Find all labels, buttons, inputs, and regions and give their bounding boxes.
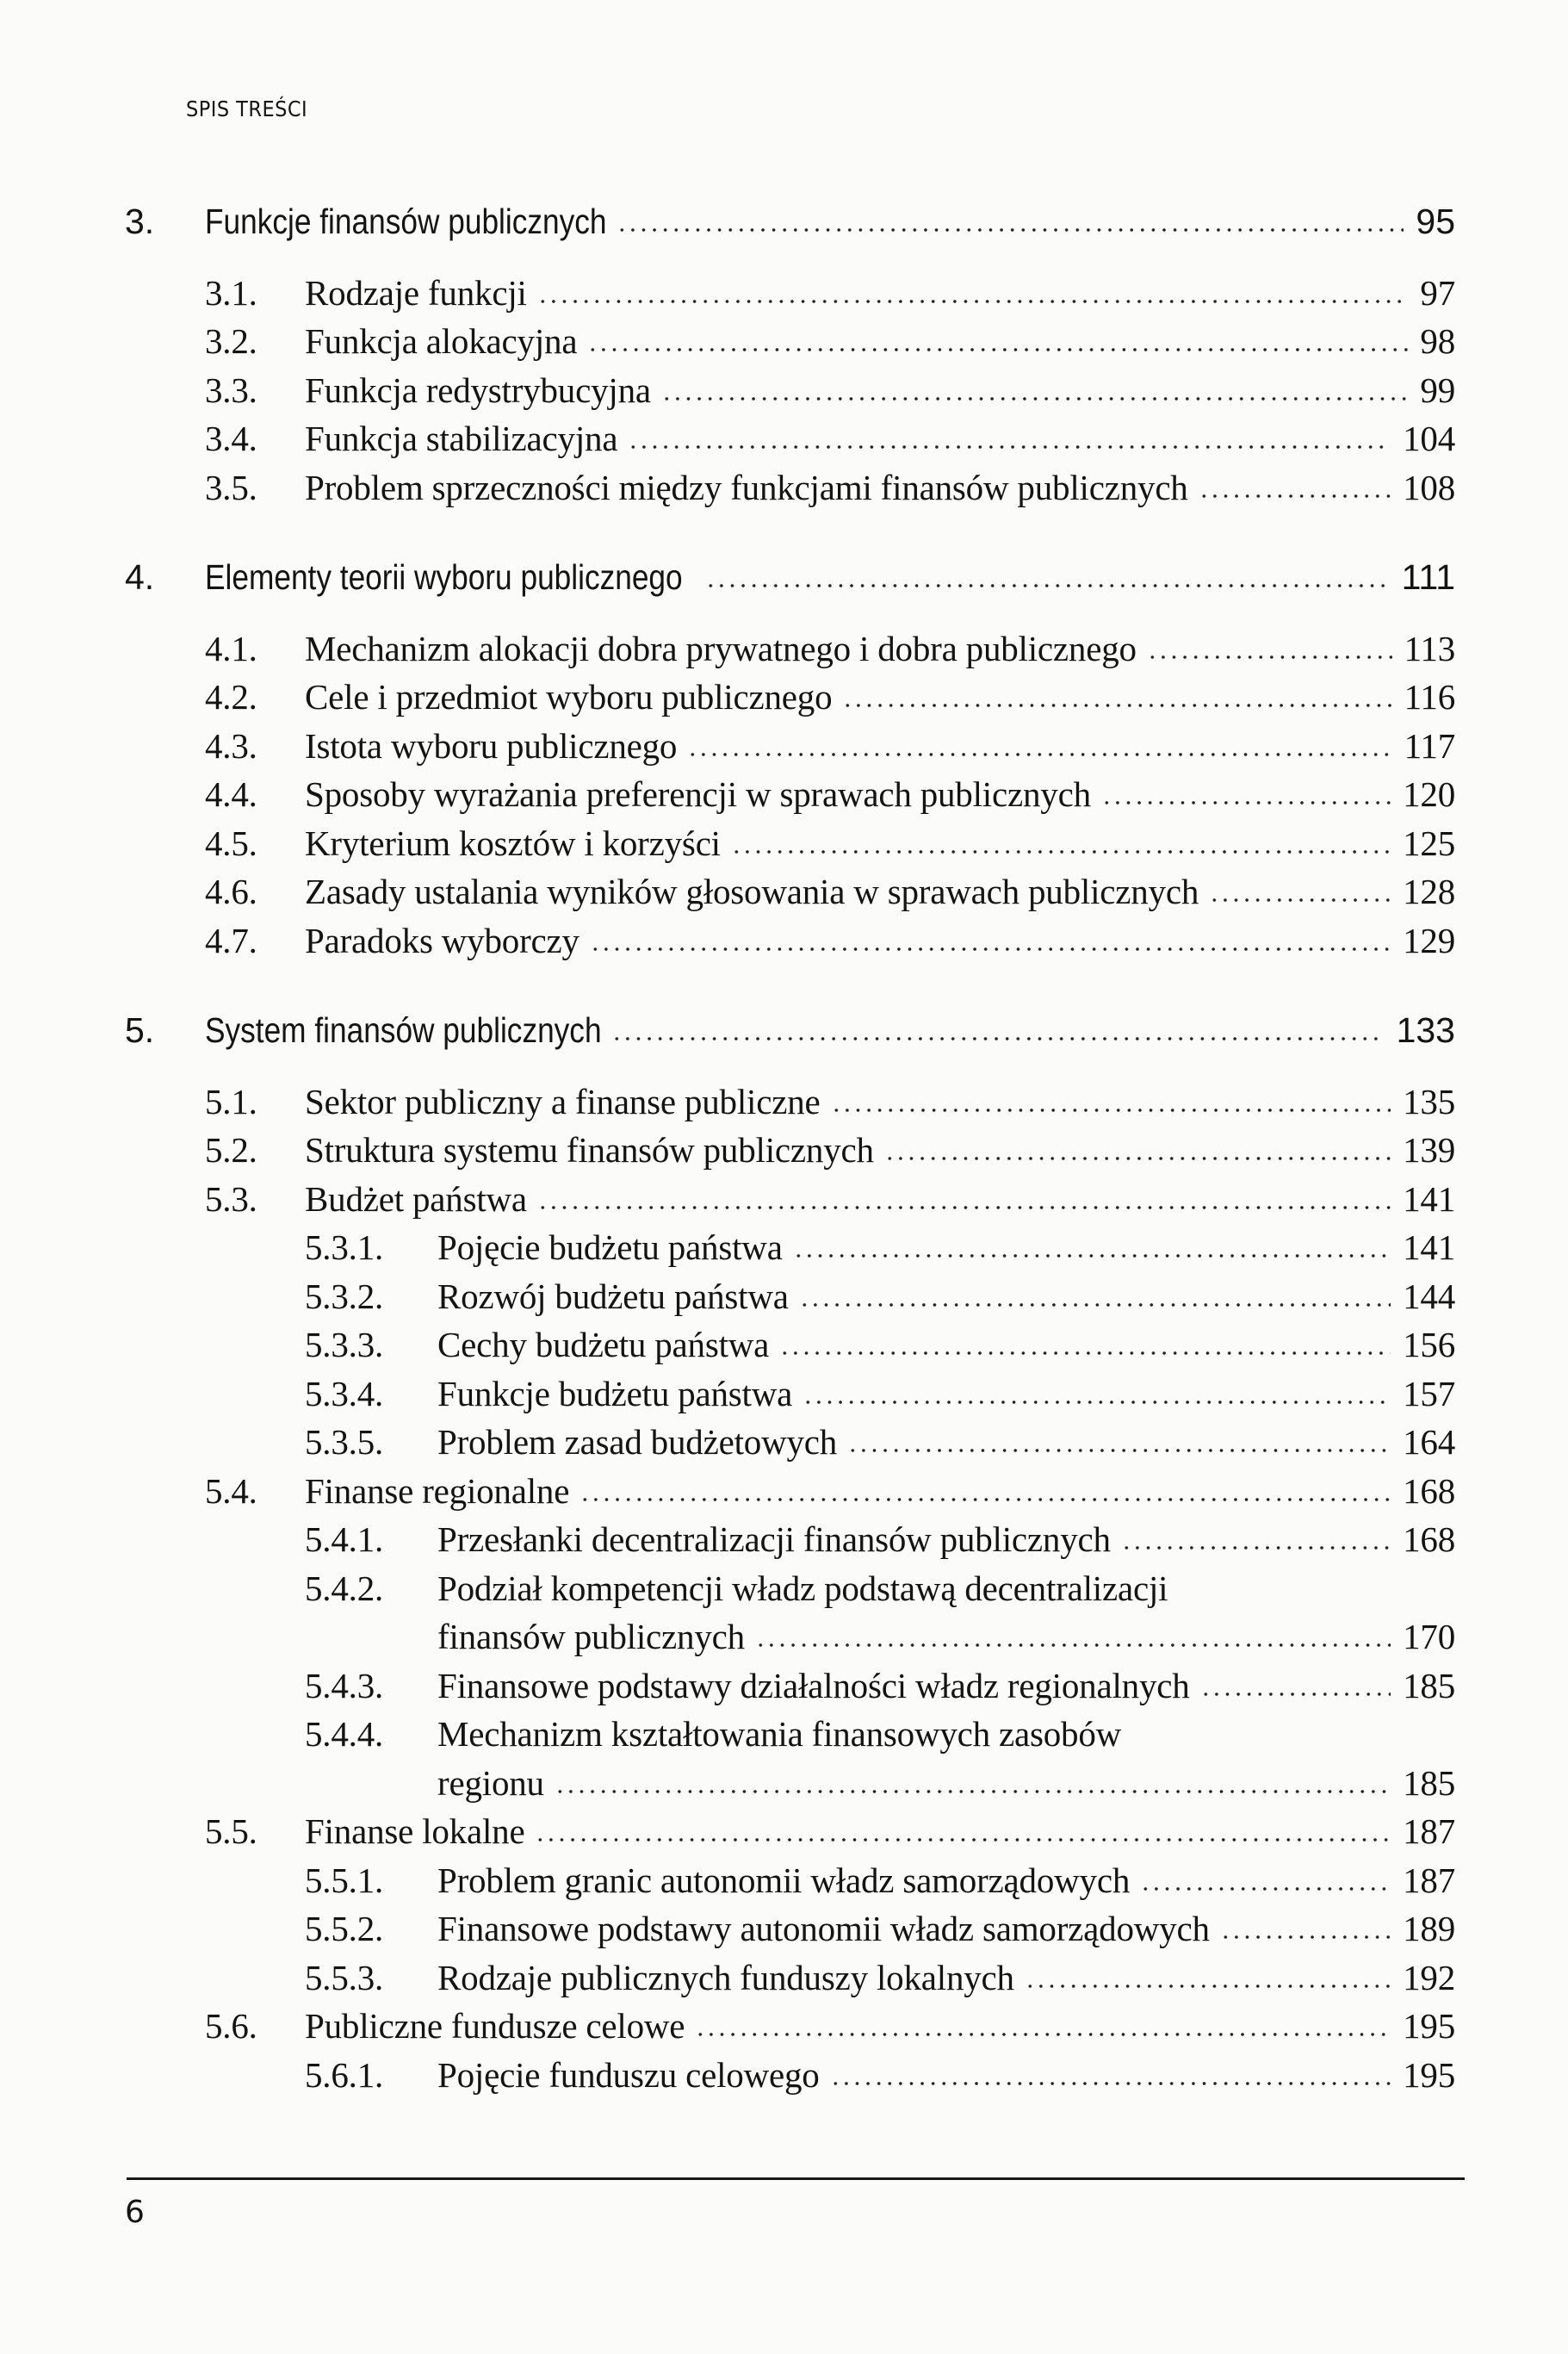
entry-number: 5.6.1.: [305, 2054, 384, 2095]
table-of-contents: [0, 197, 1568, 2099]
dot-leader: [579, 1497, 1391, 1502]
entry-page: 185: [1403, 1665, 1455, 1705]
entry-title-line: [305, 1129, 1455, 1171]
entry-number: 3.2.: [205, 321, 257, 362]
entry-number: 5.3.3.: [305, 1325, 384, 1365]
entry-number: 5.5.2.: [305, 1909, 384, 1949]
entry-page: 164: [1403, 1422, 1455, 1463]
toc-entry: [0, 1467, 1568, 1516]
dot-leader: [537, 1205, 1391, 1210]
entry-title-line: [437, 1957, 1455, 1998]
entry-page: 141: [1403, 1178, 1455, 1219]
entry-page: 157: [1403, 1373, 1455, 1413]
entry-title-line: [437, 1421, 1455, 1463]
entry-page: 104: [1403, 419, 1455, 459]
entry-number: 3.: [125, 201, 155, 241]
entry-number: 5.3.5.: [305, 1422, 384, 1463]
entry-title: Sektor publiczny a finanse publiczne: [305, 1081, 821, 1121]
entry-number: 4.1.: [205, 628, 257, 668]
entry-page: 125: [1403, 823, 1455, 863]
toc-entry: [0, 317, 1568, 366]
entry-title: Przesłanki decentralizacji finansów publicznych: [437, 1519, 1111, 1560]
entry-page: 170: [1403, 1617, 1455, 1657]
entry-title: Funkcja stabilizacyjna: [305, 419, 618, 459]
entry-page: 99: [1420, 370, 1455, 410]
entry-title-line: [437, 1276, 1455, 1317]
entry-title: Rozwój budżetu państwa: [437, 1276, 789, 1316]
entry-page: 135: [1403, 1081, 1455, 1121]
entry-number: 3.1.: [205, 272, 257, 313]
dot-leader: [1101, 800, 1391, 805]
entry-page: 189: [1403, 1909, 1455, 1949]
entry-number: 5.3.1.: [305, 1227, 384, 1268]
dot-leader: [555, 1789, 1391, 1794]
entry-title: Funkcje budżetu państwa: [437, 1373, 793, 1413]
entry-title: Funkcja redystrybucyjna: [305, 370, 651, 410]
entry-title: Paradoks wyborczy: [305, 920, 579, 960]
toc-entry: [0, 673, 1568, 722]
dot-leader: [799, 1302, 1391, 1307]
entry-page: 139: [1403, 1130, 1455, 1171]
entry-title: Problem zasad budżetowych: [437, 1422, 838, 1463]
entry-page: 120: [1403, 774, 1455, 815]
dot-leader: [842, 703, 1391, 708]
entry-page: 168: [1403, 1519, 1455, 1560]
running-head: SPIS TREŚCI: [186, 96, 308, 121]
entry-title: Problem sprzeczności między funkcjami finansów publicznych: [305, 467, 1188, 507]
entry-title-line: [437, 1373, 1455, 1414]
entry-title-line: [305, 1811, 1455, 1852]
entry-title-line: [305, 773, 1455, 815]
entry-title-line: [437, 1860, 1455, 1901]
entry-title-line: [205, 557, 1455, 598]
toc-entry: [0, 867, 1568, 916]
footer-rule: [127, 2177, 1465, 2180]
entry-title: Cechy budżetu państwa: [437, 1325, 770, 1365]
dot-leader: [587, 347, 1408, 352]
toc-entry: [0, 722, 1568, 771]
dot-leader: [830, 2081, 1391, 2086]
dot-leader: [793, 1253, 1391, 1258]
entry-number: 4.2.: [205, 677, 257, 717]
dot-leader: [755, 1643, 1391, 1648]
toc-entry: [0, 2051, 1568, 2100]
entry-title: Struktura systemu finansów publicznych: [305, 1130, 874, 1171]
entry-number: 4.4.: [205, 774, 257, 815]
toc-entry: [0, 1710, 1568, 1759]
dot-leader: [1121, 1545, 1391, 1550]
entry-title: Mechanizm kształtowania finansowych zasobów: [437, 1714, 1122, 1755]
toc-entry: [0, 2002, 1568, 2051]
entry-number: 3.4.: [205, 419, 257, 459]
dot-leader: [1209, 898, 1391, 903]
toc-entry: [0, 1370, 1568, 1419]
dot-leader: [695, 2032, 1391, 2037]
entry-title-line: [305, 676, 1455, 717]
toc-entry: [0, 1078, 1568, 1127]
entry-title: System finansów publicznych: [205, 1009, 602, 1050]
entry-number: 4.3.: [205, 725, 257, 766]
entry-title: Rodzaje publicznych funduszy lokalnych: [437, 1957, 1014, 1997]
dot-leader: [661, 396, 1409, 401]
dot-leader: [779, 1351, 1391, 1356]
dot-leader: [831, 1108, 1391, 1113]
toc-entry: [0, 1904, 1568, 1953]
entry-page: 95: [1416, 201, 1455, 241]
dot-leader: [884, 1156, 1391, 1161]
entry-title-line: [305, 871, 1455, 912]
toc-chapter: [0, 553, 1568, 602]
entry-page: 195: [1403, 2054, 1455, 2095]
entry-title: Pojęcie funduszu celowego: [437, 2054, 820, 2095]
entry-title-line: [305, 628, 1455, 669]
entry-title-line: [305, 370, 1455, 411]
toc-entry: [0, 1807, 1568, 1856]
toc-entry: [0, 269, 1568, 318]
entry-number: 4.7.: [205, 920, 257, 960]
entry-page: 116: [1404, 677, 1455, 717]
entry-title-line: [305, 725, 1455, 767]
entry-number: 3.5.: [205, 467, 257, 507]
entry-title-line: [437, 1568, 1455, 1609]
entry-title: Cele i przedmiot wyboru publicznego: [305, 677, 833, 717]
entry-title-line: [437, 1616, 1455, 1657]
entry-title-continuation: regionu: [437, 1762, 544, 1803]
entry-title-line: [305, 320, 1455, 362]
dot-leader: [1200, 1692, 1391, 1697]
entry-page: 156: [1403, 1325, 1455, 1365]
entry-title-line: [437, 1519, 1455, 1560]
entry-page: 185: [1403, 1762, 1455, 1803]
entry-page: 128: [1403, 872, 1455, 912]
dot-leader: [687, 752, 1391, 757]
entry-title-line: [437, 1324, 1455, 1365]
entry-title-line: [437, 2054, 1455, 2096]
dot-leader: [803, 1400, 1391, 1405]
entry-title-line: [305, 418, 1455, 459]
entry-number: 5.4.: [205, 1470, 257, 1511]
entry-title-line: [305, 272, 1455, 314]
dot-leader: [1025, 1984, 1391, 1989]
entry-title: Zasady ustalania wyników głosowania w sprawach publicznych: [305, 872, 1199, 912]
entry-number: 5.5.3.: [305, 1957, 384, 1997]
entry-number: 5.2.: [205, 1130, 257, 1171]
entry-title-line: [205, 1010, 1455, 1051]
entry-title-line: [437, 1665, 1455, 1706]
entry-page: 144: [1403, 1276, 1455, 1316]
toc-entry: [0, 1661, 1568, 1711]
dot-leader: [705, 583, 1390, 588]
entry-title-continuation: finansów publicznych: [437, 1617, 745, 1657]
toc-entry: [0, 1175, 1568, 1224]
entry-page: 108: [1403, 467, 1455, 507]
toc-entry: [0, 1515, 1568, 1564]
toc-entry: [0, 1856, 1568, 1905]
entry-page: 113: [1404, 628, 1455, 668]
entry-number: 4.5.: [205, 823, 257, 863]
entry-title-line: [437, 1762, 1455, 1804]
entry-number: 5.6.: [205, 2006, 257, 2047]
entry-title: Podział kompetencji władz podstawą decentralizacji: [437, 1568, 1168, 1608]
toc-entry-continuation: [0, 1759, 1568, 1808]
entry-title: Budżet państwa: [305, 1178, 527, 1219]
entry-title-line: [437, 1227, 1455, 1268]
toc-entry: [0, 1564, 1568, 1613]
toc-entry: [0, 414, 1568, 463]
entry-title: Pojęcie budżetu państwa: [437, 1227, 783, 1268]
toc-entry: [0, 366, 1568, 415]
entry-page: 192: [1403, 1957, 1455, 1997]
toc-entry: [0, 1126, 1568, 1175]
entry-title: Finansowe podstawy działalności władz regionalnych: [437, 1665, 1190, 1705]
entry-number: 5.: [125, 1009, 155, 1050]
toc-entry: [0, 463, 1568, 512]
toc-entry: [0, 916, 1568, 966]
entry-title: Problem granic autonomii władz samorządowych: [437, 1860, 1131, 1900]
entry-page: 129: [1403, 920, 1455, 960]
entry-title-line: [305, 1081, 1455, 1122]
entry-title-line: [305, 467, 1455, 508]
entry-title: Finansowe podstawy autonomii władz samorządowych: [437, 1909, 1210, 1949]
entry-number: 5.3.2.: [305, 1276, 384, 1316]
entry-page: 133: [1396, 1009, 1455, 1050]
entry-title-line: [437, 1713, 1455, 1755]
dot-leader: [1220, 1935, 1391, 1940]
entry-title: Elementy teorii wyboru publicznego: [205, 556, 683, 597]
entry-title-line: [305, 1470, 1455, 1512]
toc-entry: [0, 1272, 1568, 1321]
entry-title: Funkcje finansów publicznych: [205, 201, 607, 241]
dot-leader: [1140, 1886, 1391, 1891]
dot-leader: [731, 849, 1391, 854]
entry-title: Istota wyboru publicznego: [305, 725, 678, 766]
entry-title: Finanse regionalne: [305, 1470, 570, 1511]
entry-title: Sposoby wyrażania preferencji w sprawach publicznych: [305, 774, 1091, 815]
entry-page: 168: [1403, 1470, 1455, 1511]
entry-page: 98: [1420, 321, 1455, 362]
entry-title: Funkcja alokacyjna: [305, 321, 578, 362]
entry-number: 4.: [125, 556, 155, 597]
entry-title: Rodzaje funkcji: [305, 272, 527, 313]
entry-page: 187: [1403, 1811, 1455, 1852]
toc-entry: [0, 1223, 1568, 1272]
entry-title: Kryterium kosztów i korzyści: [305, 823, 721, 863]
dot-leader: [611, 1036, 1385, 1041]
entry-page: 195: [1403, 2006, 1455, 2047]
toc-entry: [0, 1418, 1568, 1467]
entry-number: 5.4.3.: [305, 1665, 384, 1705]
toc-entry: [0, 1953, 1568, 2003]
toc-entry: [0, 819, 1568, 868]
toc-entry: [0, 1320, 1568, 1370]
entry-title-line: [305, 920, 1455, 961]
toc-entry: [0, 770, 1568, 819]
entry-title: Mechanizm alokacji dobra prywatnego i dobra publicznego: [305, 628, 1137, 668]
entry-title: Finanse lokalne: [305, 1811, 525, 1852]
page-number: 6: [125, 2195, 145, 2230]
toc-chapter: [0, 197, 1568, 246]
toc-chapter: [0, 1006, 1568, 1055]
dot-leader: [628, 444, 1391, 450]
dot-leader: [537, 299, 1409, 304]
entry-number: 5.3.: [205, 1178, 257, 1219]
entry-number: 4.6.: [205, 872, 257, 912]
entry-title-line: [305, 2005, 1455, 2047]
entry-page: 141: [1403, 1227, 1455, 1268]
entry-page: 97: [1420, 272, 1455, 313]
entry-number: 5.5.: [205, 1811, 257, 1852]
entry-number: 5.5.1.: [305, 1860, 384, 1900]
dot-leader: [617, 227, 1404, 233]
dot-leader: [1147, 655, 1392, 660]
entry-number: 5.4.2.: [305, 1568, 384, 1608]
entry-page: 187: [1403, 1860, 1455, 1900]
entry-number: 5.4.4.: [305, 1714, 384, 1755]
entry-title-line: [205, 202, 1455, 242]
entry-title-line: [437, 1908, 1455, 1949]
entry-title-line: [305, 823, 1455, 864]
dot-leader: [535, 1837, 1391, 1842]
dot-leader: [847, 1448, 1391, 1453]
entry-number: 5.3.4.: [305, 1373, 384, 1413]
toc-entry: [0, 624, 1568, 674]
entry-page: 111: [1401, 556, 1455, 597]
entry-number: 5.1.: [205, 1081, 257, 1121]
entry-number: 3.3.: [205, 370, 257, 410]
dot-leader: [590, 947, 1391, 952]
entry-page: 117: [1404, 725, 1455, 766]
entry-title-line: [305, 1178, 1455, 1220]
entry-title: Publiczne fundusze celowe: [305, 2006, 685, 2047]
toc-entry-continuation: [0, 1612, 1568, 1661]
dot-leader: [1199, 494, 1391, 499]
entry-number: 5.4.1.: [305, 1519, 384, 1560]
